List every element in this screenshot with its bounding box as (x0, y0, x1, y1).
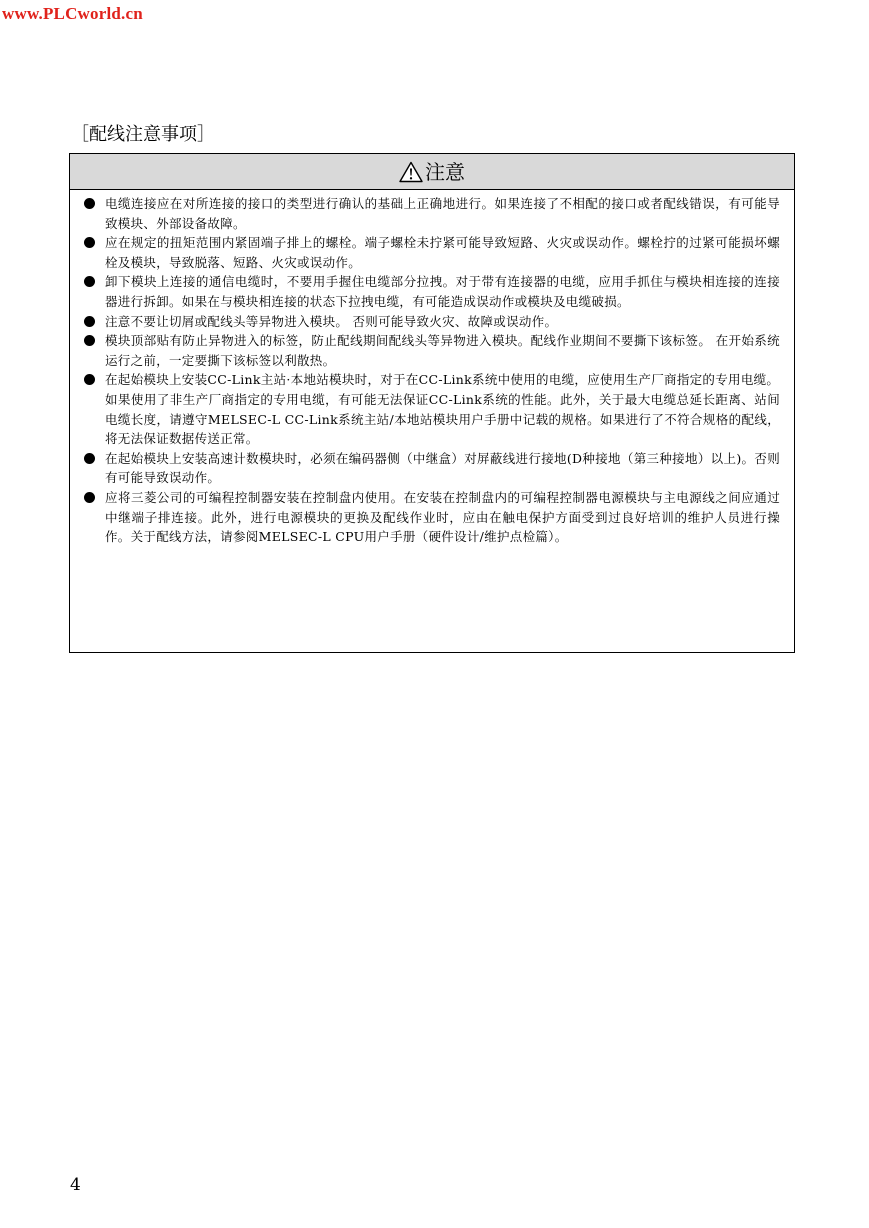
caution-item (84, 233, 780, 272)
caution-text: 应将三菱公司的可编程控制器安装在控制盘内使用。在安装在控制盘内的可编程控制器电源模块与主电源线之间应通过中继端子排连接。此外，进行电源模块的更换及配线作业时，应由在触电保护方面受到过良好培训的维护人员进行操作。关于配线方法，请参阅MELSEC-L CPU用户手册（硬件设计/维护点检篇）。 (105, 489, 780, 545)
bullet-icon (84, 492, 95, 503)
caution-item (84, 370, 780, 448)
caution-text: 在起始模块上安装CC-Link主站·本地站模块时，对于在CC-Link系统中使用的电缆，应使用生产厂商指定的专用电缆。 (105, 372, 780, 388)
caution-item (84, 488, 780, 547)
caution-item (84, 272, 780, 311)
caution-text: 如果使用了非生产厂商指定的专用电缆，有可能无法保证CC-Link系统的性能。此外，关于最大电缆总延长距离、站间电缆长度，请遵守MELSEC-L CC-Link系统主站/本地站模块用户手册中记载的规格。如果进行了不符合规格的配线，将无法保证数据传送正常。 (105, 391, 780, 447)
caution-item (84, 449, 780, 488)
bullet-icon (84, 237, 95, 248)
warning-triangle-icon (399, 161, 423, 183)
caution-text: 模块顶部贴有防止异物进入的标签，防止配线期间配线头等异物进入模块。配线作业期间不要撕下该标签。 在开始系统运行之前，一定要撕下该标签以利散热。 (105, 333, 780, 368)
bullet-icon (84, 335, 95, 346)
caution-list (70, 190, 794, 547)
bullet-icon (84, 374, 95, 385)
caution-text: 电缆连接应在对所连接的接口的类型进行确认的基础上正确地进行。如果连接了不相配的接口或者配线错误，有可能导致模块、外部设备故障。 (105, 196, 780, 231)
bullet-icon (84, 316, 95, 327)
caution-item (84, 331, 780, 370)
caution-item (84, 194, 780, 233)
caution-text: 卸下模块上连接的通信电缆时，不要用手握住电缆部分拉拽。对于带有连接器的电缆，应用手抓住与模块相连接的连接器进行拆卸。如果在与模块相连接的状态下拉拽电缆，有可能造成误动作或模块及电缆破损。 (105, 274, 780, 309)
caution-header (70, 154, 794, 190)
bullet-icon (84, 198, 95, 209)
caution-text: 在起始模块上安装高速计数模块时，必须在编码器侧（中继盒）对屏蔽线进行接地(D种接地（第三种接地）以上)。否则有可能导致误动作。 (105, 450, 780, 486)
caution-title: 注意 (425, 159, 465, 184)
bullet-icon (84, 453, 95, 464)
caution-text: 应在规定的扭矩范围内紧固端子排上的螺栓。端子螺栓未拧紧可能导致短路、火灾或误动作。螺栓拧的过紧可能损坏螺栓及模块，导致脱落、短路、火灾或误动作。 (105, 235, 780, 270)
caution-box (69, 153, 795, 653)
watermark: www.PLCworld.cn (2, 4, 143, 23)
page-number: 4 (70, 1175, 81, 1195)
caution-item (84, 312, 780, 332)
bullet-icon (84, 276, 95, 287)
caution-text: 注意不要让切屑或配线头等异物进入模块。 否则可能导致火灾、故障或误动作。 (105, 313, 558, 329)
section-title: ［配线注意事项］ (71, 124, 215, 145)
